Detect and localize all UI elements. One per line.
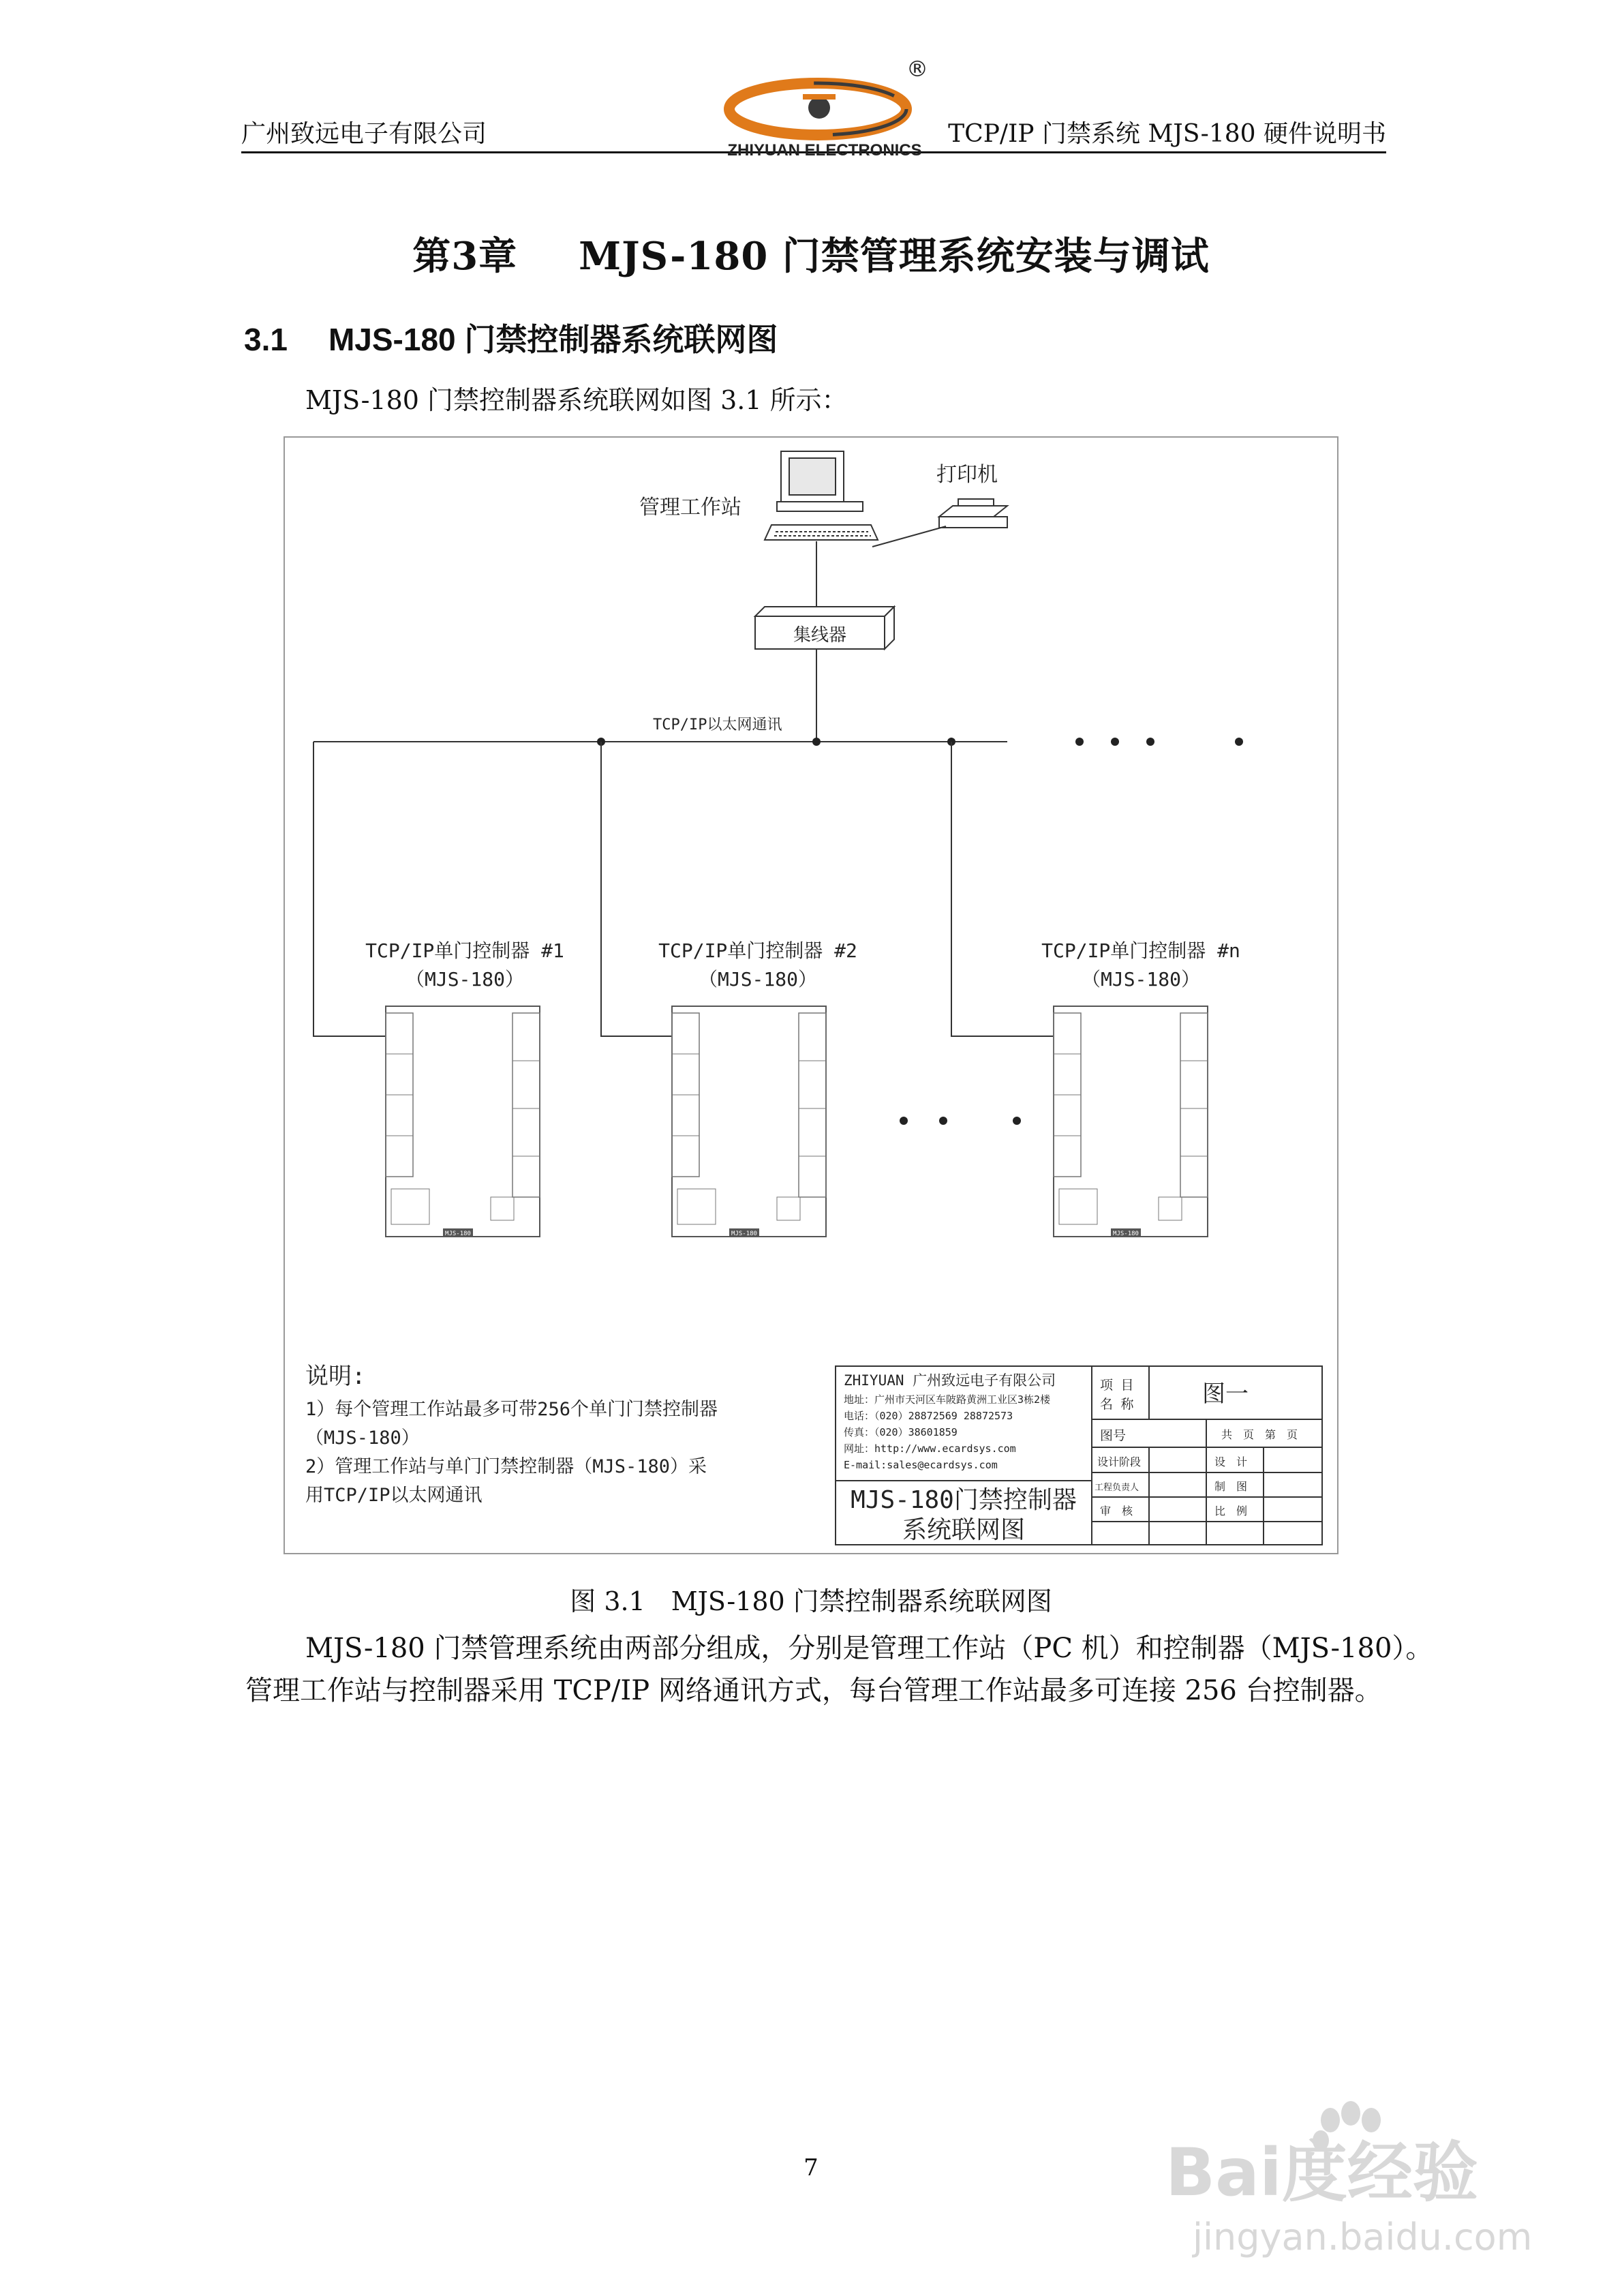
board-tag: MJS-180	[731, 1230, 757, 1237]
workstation-icon	[765, 451, 878, 540]
tb-drawing-title-1: MJS-180门禁控制器	[851, 1486, 1077, 1514]
drop-line-2	[601, 742, 673, 1036]
tb-drawing-title-2: 系统联网图	[902, 1516, 1026, 1544]
notes-line-4: 用TCP/IP以太网通讯	[305, 1485, 483, 1506]
controller-n-name: TCP/IP单门控制器 #n	[1041, 939, 1240, 962]
tb-engineer: 工程负责人	[1095, 1483, 1139, 1493]
tb-drawing-no: 图号	[1100, 1428, 1127, 1443]
tb-company-6: E-mail:sales@ecardsys.com	[844, 1459, 998, 1471]
chapter-heading	[0, 226, 1622, 281]
board-tag: MJS-180	[445, 1230, 471, 1237]
baidu-jingyan-watermark	[1152, 2086, 1533, 2263]
controller-2-name: TCP/IP单门控制器 #2	[658, 939, 857, 962]
tb-company-3: 电话：（020）28872569 28872573	[844, 1410, 1013, 1422]
notes-line-2: （MJS-180）	[305, 1428, 420, 1449]
tb-drafted: 制 图	[1214, 1480, 1248, 1493]
tb-project-label: 项 目	[1100, 1378, 1134, 1393]
intro-text: MJS-180 门禁控制器系统联网如图 3.1 所示：	[305, 385, 848, 415]
tb-company-1: ZHIYUAN 广州致远电子有限公司	[844, 1372, 1056, 1389]
tb-review: 审 核	[1100, 1505, 1133, 1517]
notes-title: 说明:	[305, 1363, 366, 1390]
header-doc-title: TCP/IP 门禁系统 MJS-180 硬件说明书	[948, 120, 1386, 148]
controller-board-1	[386, 1006, 540, 1237]
controller-ellipsis	[900, 1117, 1021, 1125]
network-diagram-frame	[284, 436, 1338, 1554]
workstation-label: 管理工作站	[639, 496, 741, 519]
tb-company-5: 网址：http://www.ecardsys.com	[844, 1442, 1016, 1455]
network-diagram	[285, 438, 1337, 1553]
tb-scale: 比 例	[1214, 1505, 1248, 1517]
tb-design: 设 计	[1214, 1455, 1248, 1468]
controller-1-model: （MJS-180）	[405, 968, 525, 991]
network-label: TCP/IP以太网通讯	[653, 716, 782, 734]
printer-cable	[872, 526, 946, 547]
drop-line-n	[951, 742, 1055, 1036]
controller-2-model: （MJS-180）	[698, 968, 818, 991]
printer-icon	[939, 499, 1007, 528]
controller-board-n	[1054, 1006, 1208, 1237]
tb-pages: 共 页 第 页	[1221, 1428, 1298, 1441]
header-company: 广州致远电子有限公司	[241, 120, 487, 148]
hub-label: 集线器	[793, 625, 847, 646]
page-number: 7	[804, 2154, 818, 2181]
logo-reg-mark: ®	[906, 56, 928, 82]
logo-text: ZHIYUAN ELECTRONICS	[727, 141, 922, 160]
body-paragraph-line-2: 管理工作站与控制器采用 TCP/IP 网络通讯方式，每台管理工作站最多可连接 256 台控制器。	[245, 1675, 1382, 1706]
chapter-title: MJS-180 门禁管理系统安装与调试	[579, 234, 1210, 279]
watermark-url: jingyan.baidu.com	[1193, 2216, 1533, 2259]
tb-figure-name: 图一	[1202, 1380, 1249, 1408]
controller-1-name: TCP/IP单门控制器 #1	[365, 939, 564, 962]
chapter-number: 第3章	[412, 234, 518, 279]
zhiyuan-logo	[709, 55, 940, 177]
notes-line-3: 2）管理工作站与单门门禁控制器（MJS-180）采	[305, 1456, 707, 1477]
tb-company-4: 传真：（020）38601859	[844, 1426, 958, 1438]
tb-name-label: 名 称	[1100, 1397, 1134, 1412]
section-number: 3.1	[244, 322, 288, 357]
controller-board-2	[672, 1006, 826, 1237]
drop-line-1	[313, 742, 387, 1036]
controller-n-model: （MJS-180）	[1081, 968, 1201, 991]
figure-caption: 图 3.1 MJS-180 门禁控制器系统联网图	[570, 1586, 1052, 1616]
section-heading	[244, 315, 778, 360]
printer-label: 打印机	[936, 463, 998, 487]
board-tag: MJS-180	[1113, 1230, 1139, 1237]
tb-design-stage: 设计阶段	[1097, 1455, 1142, 1468]
notes-line-1: 1）每个管理工作站最多可带256个单门门禁控制器	[305, 1399, 718, 1420]
watermark-brand: Bai度经验	[1165, 2134, 1478, 2211]
bus-ellipsis	[1075, 738, 1243, 746]
bus-node-hub	[812, 738, 821, 746]
tb-company-2: 地址：广州市天河区车陂路黄洲工业区3栋2楼	[844, 1393, 1051, 1406]
section-title: MJS-180 门禁控制器系统联网图	[328, 322, 778, 357]
body-paragraph-line-1: MJS-180 门禁管理系统由两部分组成，分别是管理工作站（PC 机）和控制器（MJS-180）。	[305, 1633, 1433, 1664]
